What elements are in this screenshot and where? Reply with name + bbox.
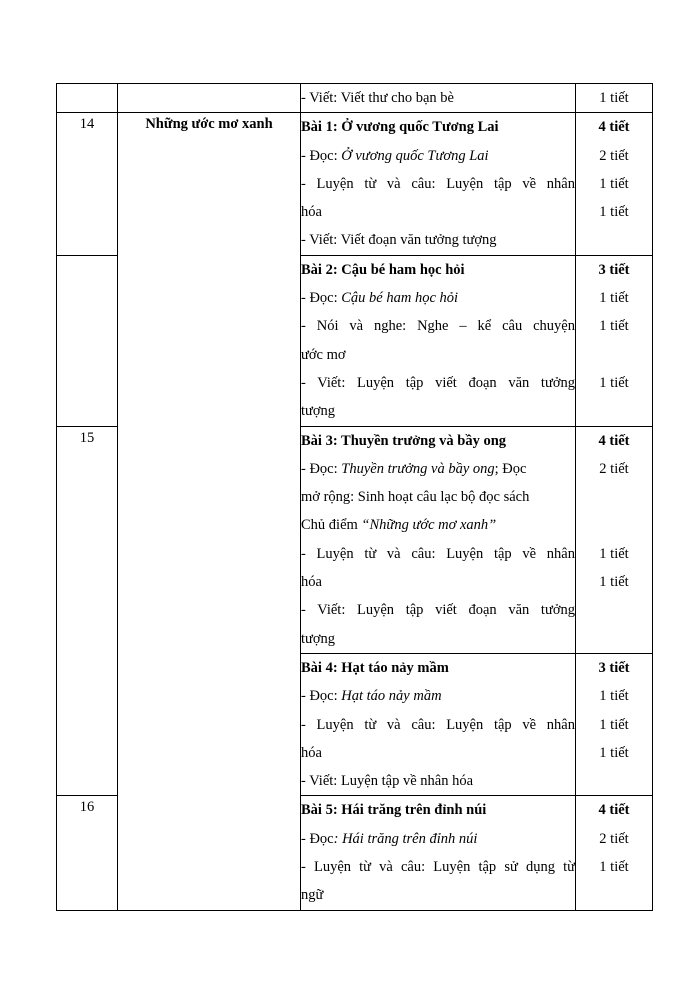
content-line xyxy=(301,739,575,767)
content-line xyxy=(301,767,575,795)
time-value xyxy=(576,625,652,653)
time-value: 1 tiết xyxy=(599,175,629,192)
time-value: 2 tiết xyxy=(599,460,629,477)
time-value xyxy=(576,226,652,254)
table-row xyxy=(57,113,653,255)
lesson-times xyxy=(576,113,653,255)
line-text: - Viết: Viết đoạn văn tưởng tượng xyxy=(301,232,497,249)
content-line xyxy=(301,284,575,312)
content-line xyxy=(301,341,575,369)
time-value xyxy=(576,767,652,795)
lesson-total: 3 tiết xyxy=(598,261,630,278)
time-value: 1 tiết xyxy=(599,744,629,761)
line-text: - Đọc xyxy=(301,830,334,847)
time-value: 1 tiết xyxy=(599,545,629,562)
content-line xyxy=(301,596,575,624)
line-text: ; Đọc xyxy=(494,460,527,477)
line-italic-text: Thuyền trưởng và bầy ong xyxy=(341,460,495,477)
table-row xyxy=(57,84,653,113)
week-number: 14 xyxy=(57,113,118,255)
lesson-total: 4 tiết xyxy=(598,119,630,136)
content-line xyxy=(301,825,575,853)
lesson-total: 4 tiết xyxy=(598,432,630,449)
lesson-content xyxy=(301,426,576,653)
content-line xyxy=(301,881,575,909)
line-italic-text: Cậu bé ham học hỏi xyxy=(341,290,459,307)
line-text: tượng xyxy=(301,630,336,647)
line-text: ngữ xyxy=(301,887,324,904)
time-value: 2 tiết xyxy=(599,147,629,164)
line-text: - Luyện từ và câu: Luyện tập về nhân xyxy=(301,716,575,733)
lesson-title: Bài 3: Thuyền trưởng và bầy ong xyxy=(301,432,507,449)
lesson-total: 3 tiết xyxy=(598,659,630,676)
line-text: - Đọc: xyxy=(301,290,342,307)
lesson-title: Bài 4: Hạt táo nảy mầm xyxy=(301,659,449,676)
lesson-content xyxy=(301,113,576,255)
content-line xyxy=(301,568,575,596)
time-value xyxy=(576,483,652,511)
time-value: 1 tiết xyxy=(599,90,629,106)
line-text: - Nói và nghe: Nghe – kể câu chuyện xyxy=(301,318,575,335)
content-line xyxy=(301,397,575,425)
line-text: hóa xyxy=(301,574,322,591)
content-line xyxy=(301,170,575,198)
line-italic-text: “Những ước mơ xanh” xyxy=(361,517,497,534)
line-text: - Đọc: xyxy=(301,460,342,477)
line-text: hóa xyxy=(301,744,322,761)
line-text: - Viết: Luyện tập viết đoạn văn tưởng xyxy=(301,602,575,619)
lesson-times xyxy=(576,796,653,910)
time-value: 2 tiết xyxy=(599,830,629,847)
lesson-times xyxy=(576,653,653,795)
time-value: 1 tiết xyxy=(599,204,629,221)
theme-title: Những ước mơ xanh xyxy=(118,113,301,910)
line-text: - Luyện từ và câu: Luyện tập về nhân xyxy=(301,175,575,192)
line-text: - Viết: Luyện tập viết đoạn văn tưởng xyxy=(301,374,575,391)
line-italic-text: Ở vương quốc Tương Lai xyxy=(341,147,489,164)
week-number: 16 xyxy=(57,796,118,910)
content-line xyxy=(301,540,575,568)
lesson-plan-table xyxy=(56,83,653,911)
time-value: 1 tiết xyxy=(599,374,629,391)
line-italic-text: : Hái trăng trên đỉnh núi xyxy=(333,830,478,847)
time-cell xyxy=(576,84,653,113)
time-value xyxy=(576,511,652,539)
content-line xyxy=(301,711,575,739)
line-text: ước mơ xyxy=(301,346,346,363)
content-line xyxy=(301,625,575,653)
lesson-title: Bài 1: Ở vương quốc Tương Lai xyxy=(301,119,499,136)
week-cell xyxy=(57,84,118,113)
line-text: - Đọc: xyxy=(301,688,342,705)
content-line xyxy=(301,142,575,170)
lesson-content xyxy=(301,653,576,795)
time-value: 1 tiết xyxy=(599,318,629,335)
time-value xyxy=(576,341,652,369)
time-value: 1 tiết xyxy=(599,688,629,705)
content-line xyxy=(301,226,575,254)
content-line xyxy=(301,483,575,511)
time-value: 1 tiết xyxy=(599,859,629,876)
theme-cell xyxy=(118,84,301,113)
week-number: 15 xyxy=(57,426,118,796)
lesson-content xyxy=(301,796,576,910)
content-line xyxy=(301,853,575,881)
line-text: - Luyện từ và câu: Luyện tập sử dụng từ xyxy=(301,859,575,876)
line-italic-text: Hạt táo nảy mầm xyxy=(341,688,442,705)
content-line xyxy=(301,198,575,226)
content-line: - Viết: Viết thư cho bạn bè xyxy=(301,90,454,106)
lesson-title: Bài 5: Hái trăng trên đỉnh núi xyxy=(301,802,487,819)
line-text: Chủ điểm xyxy=(301,517,362,534)
time-value xyxy=(576,397,652,425)
time-value xyxy=(576,881,652,909)
line-text: tượng xyxy=(301,403,336,420)
lesson-times xyxy=(576,426,653,653)
content-line xyxy=(301,369,575,397)
content-line xyxy=(301,455,575,483)
line-text: - Luyện từ và câu: Luyện tập về nhân xyxy=(301,545,575,562)
time-value xyxy=(576,596,652,624)
line-text: - Viết: Luyện tập về nhân hóa xyxy=(301,773,474,790)
lesson-content xyxy=(301,255,576,426)
lesson-title: Bài 2: Cậu bé ham học hỏi xyxy=(301,261,465,278)
content-line xyxy=(301,312,575,340)
line-text: - Đọc: xyxy=(301,147,342,164)
line-text: mở rộng: Sinh hoạt câu lạc bộ đọc sách xyxy=(301,489,530,506)
time-value: 1 tiết xyxy=(599,290,629,307)
lesson-times xyxy=(576,255,653,426)
time-value: 1 tiết xyxy=(599,574,629,591)
line-text: hóa xyxy=(301,204,322,221)
week-cell xyxy=(57,255,118,426)
content-cell xyxy=(301,84,576,113)
content-line xyxy=(301,511,575,539)
time-value: 1 tiết xyxy=(599,716,629,733)
lesson-total: 4 tiết xyxy=(598,802,630,819)
content-line xyxy=(301,682,575,710)
